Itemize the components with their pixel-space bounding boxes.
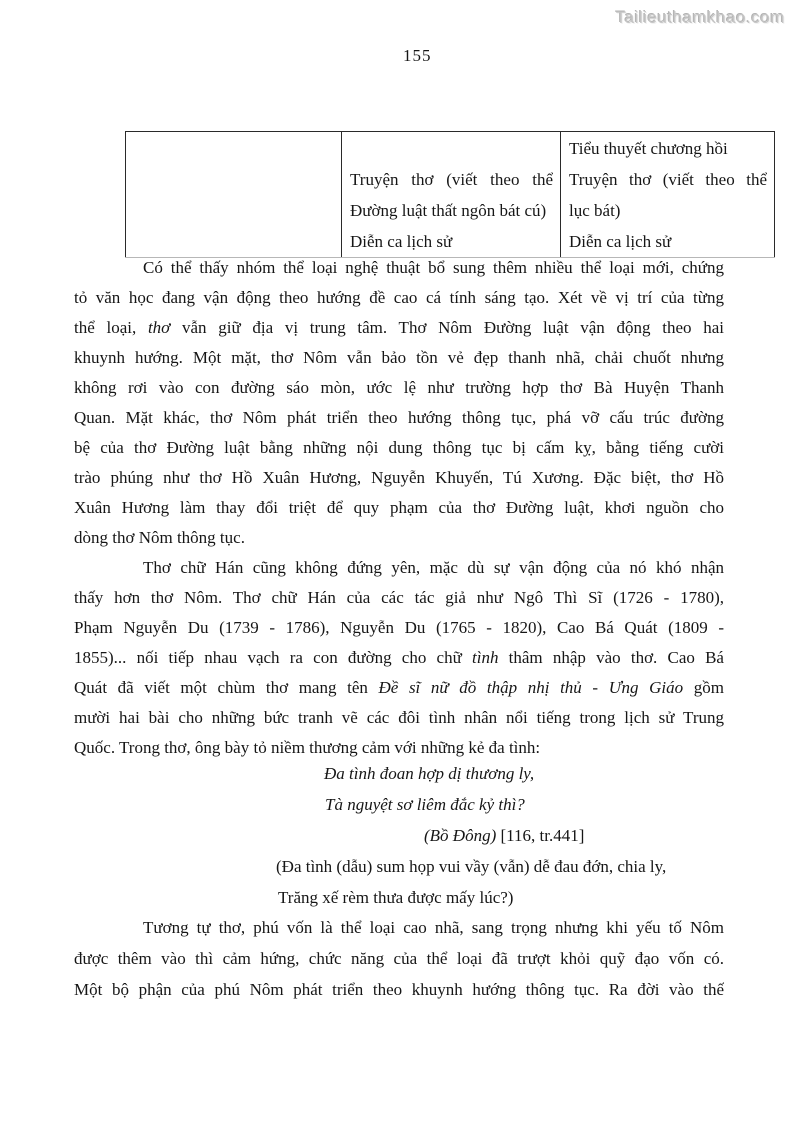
table-cell-line: Truyện thơ (viết theo thể bbox=[569, 170, 767, 189]
text-segment: Quát đã viết một chùm thơ mang tên bbox=[74, 678, 379, 697]
text-line: không rơi vào con đường sáo mòn, ước lệ như trường hợp thơ Bà Huyện Thanh bbox=[74, 378, 724, 397]
text-line: mười hai bài cho những bức tranh vẽ các đôi tình nhân nổi tiếng trong lịch sử Trung bbox=[74, 708, 724, 727]
text-line: Quốc. Trong thơ, ông bày tỏ niềm thương cảm với những kẻ đa tình: bbox=[74, 738, 541, 757]
text-segment-italic: tình bbox=[472, 648, 499, 667]
text-line: được thêm vào thì cảm hứng, chức năng của thể loại đã trượt khỏi quỹ đạo vốn có. bbox=[74, 949, 724, 968]
page-number: 155 bbox=[403, 46, 432, 65]
citation-reference: [116, tr.441] bbox=[496, 826, 585, 845]
text-line bbox=[74, 673, 724, 703]
text-line: Một bộ phận của phú Nôm phát triển theo khuynh hướng thông tục. Ra đời vào thế bbox=[74, 980, 724, 999]
text-line: Thơ chữ Hán cũng không đứng yên, mặc dù sự vận động của nó khó nhận bbox=[143, 558, 724, 577]
table-cell-line: Diễn ca lịch sử bbox=[350, 232, 453, 251]
text-line: Có thể thấy nhóm thể loại nghệ thuật bổ sung thêm nhiều thể loại mới, chứng bbox=[143, 258, 724, 277]
text-segment: gồm bbox=[683, 678, 724, 697]
text-segment: vẫn giữ địa vị trung tâm. Thơ Nôm Đường luật vận động theo hai bbox=[170, 318, 724, 337]
text-line bbox=[74, 313, 724, 343]
text-line: thấy hơn thơ Nôm. Thơ chữ Hán của các tác giả như Ngô Thì Sĩ (1726 - 1780), bbox=[74, 588, 724, 607]
verse-italic: Tà nguyệt sơ liêm đắc kỷ thì? bbox=[325, 795, 525, 814]
text-line: trào phúng như thơ Hồ Xuân Hương, Nguyễn Khuyến, Tú Xương. Đặc biệt, thơ Hồ bbox=[74, 468, 724, 487]
text-segment-italic: thơ bbox=[147, 318, 171, 337]
citation-source-italic: (Bồ Đông) bbox=[424, 826, 497, 845]
translation-line: (Đa tình (dẫu) sum họp vui vầy (vẫn) dễ đau đớn, chia ly, bbox=[276, 857, 667, 876]
text-segment: thể loại, bbox=[74, 318, 148, 337]
text-line: bệ của thơ Đường luật bằng những nội dung thông tục bị cấm kỵ, bằng tiếng cười bbox=[74, 438, 724, 457]
text-line: tỏ văn học đang vận động theo hướng đề cao cá tính sáng tạo. Xét về vị trí của từng bbox=[74, 288, 724, 307]
text-segment-italic: Đề sĩ nữ đồ thập nhị thủ - Ưng Giáo bbox=[378, 678, 684, 697]
table-cell-line: Truyện thơ (viết theo thể bbox=[350, 170, 553, 189]
text-line: Quan. Mặt khác, thơ Nôm phát triển theo hướng thông tục, phá vỡ cấu trúc đường bbox=[74, 408, 724, 427]
text-segment: 1855)... nối tiếp nhau vạch ra con đường cho chữ bbox=[74, 648, 473, 667]
table-cell-line: Tiểu thuyết chương hồi bbox=[569, 139, 728, 158]
text-line: dòng thơ Nôm thông tục. bbox=[74, 528, 245, 547]
text-line: Phạm Nguyễn Du (1739 - 1786), Nguyễn Du (1765 - 1820), Cao Bá Quát (1809 - bbox=[74, 618, 724, 637]
verse-line bbox=[325, 789, 525, 820]
body-text bbox=[74, 0, 724, 1123]
verse-line bbox=[324, 758, 534, 789]
translation-line: Trăng xế rèm thưa được mấy lúc?) bbox=[278, 888, 514, 907]
citation-line bbox=[424, 820, 584, 851]
table-cell-line: Đường luật thất ngôn bát cú) bbox=[350, 201, 547, 220]
text-line: Tương tự thơ, phú vốn là thể loại cao nhã, sang trọng nhưng khi yếu tố Nôm bbox=[143, 918, 724, 937]
table-cell-line: Diễn ca lịch sử bbox=[569, 232, 672, 251]
text-segment: thâm nhập vào thơ. Cao Bá bbox=[498, 648, 724, 667]
text-line bbox=[74, 643, 724, 673]
verse-italic: Đa tình đoan hợp dị thương ly, bbox=[324, 764, 535, 783]
watermark: Tailieuthamkhao.com bbox=[615, 8, 785, 27]
text-line: khuynh hướng. Một mặt, thơ Nôm vẫn bảo tồn vẻ đẹp thanh nhã, chải chuốt nhưng bbox=[74, 348, 724, 367]
table-cell-line: lục bát) bbox=[569, 201, 621, 220]
text-line: Xuân Hương làm thay đổi triệt để quy phạm của thơ Đường luật, khơi nguồn cho bbox=[74, 498, 724, 517]
